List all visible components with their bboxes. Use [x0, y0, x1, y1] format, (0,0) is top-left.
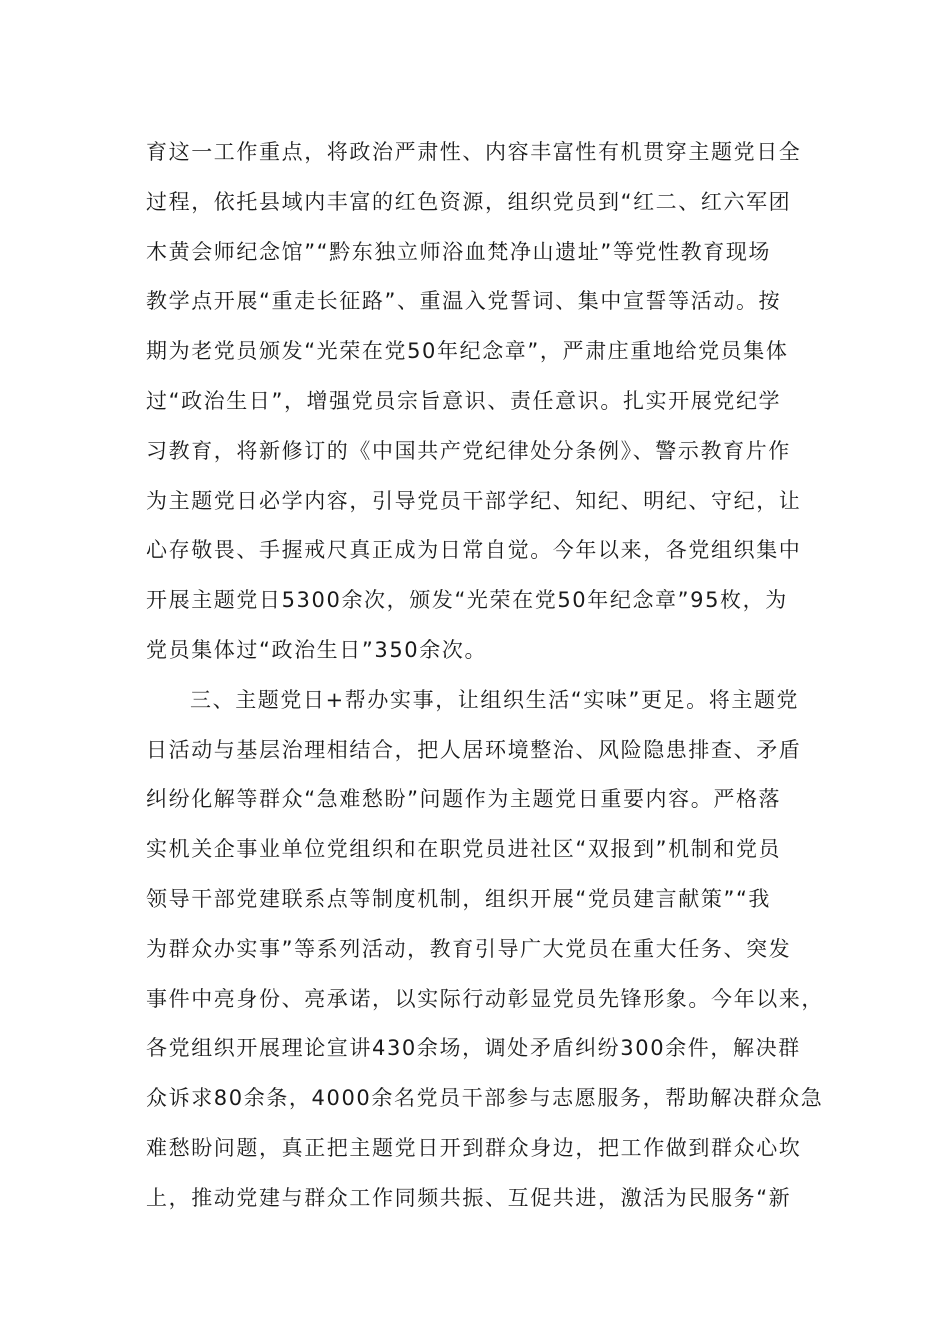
text-line: 过“政治生日”，增强党员宗旨意识、责任意识。扎实开展党纪学	[146, 388, 782, 413]
text-line: 心存敬畏、手握戒尺真正成为日常自觉。今年以来，各党组织集中	[146, 538, 802, 563]
text-line: 纠纷化解等群众“急难愁盼”问题作为主题党日重要内容。严格落	[146, 787, 782, 812]
text-line: 为主题党日必学内容，引导党员干部学纪、知纪、明纪、守纪，让	[146, 488, 802, 513]
text-line: 育这一工作重点，将政治严肃性、内容丰富性有机贯穿主题党日全	[146, 140, 802, 164]
text-line: 日活动与基层治理相结合，把人居环境整治、风险隐患排查、矛盾	[146, 737, 802, 762]
paragraph-section-three	[146, 676, 824, 1224]
text-line: 为群众办实事”等系列活动，教育引导广大党员在重大任务、突发	[146, 936, 792, 961]
text-line: 领导干部党建联系点等制度机制，组织开展“党员建言献策”“我	[146, 886, 772, 911]
text-line: 党员集体过“政治生日”350余次。	[146, 637, 488, 662]
text-line: 习教育，将新修订的《中国共产党纪律处分条例》、警示教育片作	[146, 438, 791, 463]
document-body	[146, 128, 824, 1224]
text-line: 各党组织开展理论宣讲430余场，调处矛盾纠纷300余件，解决群	[146, 1036, 801, 1061]
text-line: 过程，依托县域内丰富的红色资源，组织党员到“红二、红六军团	[146, 189, 792, 214]
text-line: 开展主题党日5300余次，颁发“光荣在党50年纪念章”95枚，为	[146, 588, 788, 613]
text-line: 众诉求80余条，4000余名党员干部参与志愿服务，帮助解决群众急	[146, 1086, 824, 1111]
text-line: 期为老党员颁发“光荣在党50年纪念章”，严肃庄重地给党员集体	[146, 339, 789, 364]
section-heading-line: 三、主题党日+帮办实事，让组织生活“实味”更足。将主题党	[190, 687, 800, 712]
text-line: 事件中亮身份、亮承诺，以实际行动彰显党员先锋形象。今年以来，	[146, 986, 824, 1011]
text-line: 教学点开展“重走长征路”、重温入党誓词、集中宣誓等活动。按	[146, 289, 782, 314]
paragraph-party-discipline	[146, 128, 806, 676]
text-line: 实机关企事业单位党组织和在职党员进社区“双报到”机制和党员	[146, 837, 782, 862]
text-line: 上，推动党建与群众工作同频共振、互促共进，激活为民服务“新	[146, 1185, 792, 1210]
text-line: 难愁盼问题，真正把主题党日开到群众身边，把工作做到群众心坎	[146, 1135, 802, 1160]
text-line: 木黄会师纪念馆”“黔东独立师浴血梵净山遗址”等党性教育现场	[146, 239, 772, 264]
